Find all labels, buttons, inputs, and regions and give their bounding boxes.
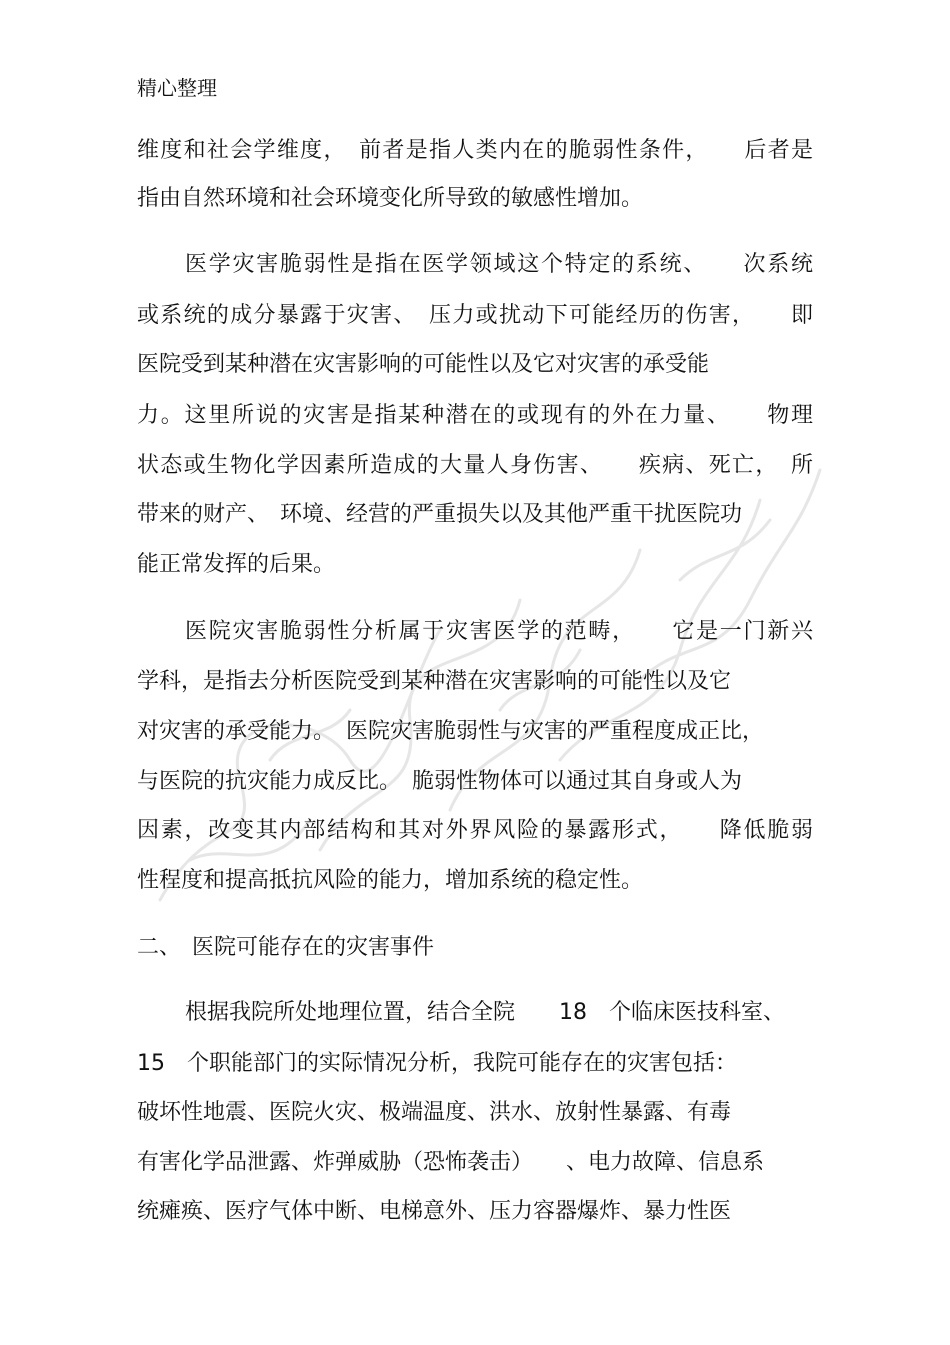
paragraph-line: 对灾害的承受能力。 医院灾害脆弱性与灾害的严重程度成正比， <box>137 719 765 744</box>
paragraph-line: 指由自然环境和社会环境变化所导致的敏感性增加。 <box>137 186 644 211</box>
paragraph-line: 学科，是指去分析医院受到某种潜在灾害影响的可能性以及它 <box>137 669 732 694</box>
paragraph-line: 统瘫痪、医疗气体中断、电梯意外、压力容器爆炸、暴力性医 <box>137 1199 732 1224</box>
paragraph-line: 维度和社会学维度， 前者是指人类内在的脆弱性条件， 后者是 <box>137 138 813 163</box>
paragraph-line: 与医院的抗灾能力成反比。 脆弱性物体可以通过其自身或人为 <box>137 769 743 794</box>
paragraph-line: 医院灾害脆弱性分析属于灾害医学的范畴， 它是一门新兴 <box>185 619 813 644</box>
section-heading: 二、 医院可能存在的灾害事件 <box>137 935 435 960</box>
paragraph-line: 因素，改变其内部结构和其对外界风险的暴露形式， 降低脆弱 <box>137 818 813 843</box>
paragraph-line: 力。这里所说的灾害是指某种潜在的或现有的外在力量、 物理 <box>137 403 813 428</box>
page-header: 精心整理 <box>137 76 217 100</box>
paragraph-line: 带来的财产、 环境、经营的严重损失以及其他严重干扰医院功 <box>137 502 743 527</box>
paragraph-line: 根据我院所处地理位置，结合全院 18 个临床医技科室、 <box>185 1000 785 1025</box>
paragraph-line: 能正常发挥的后果。 <box>137 552 336 577</box>
paragraph-line: 破坏性地震、医院火灾、极端温度、洪水、放射性暴露、有毒 <box>137 1100 732 1125</box>
paragraph-line: 或系统的成分暴露于灾害、 压力或扰动下可能经历的伤害， 即 <box>137 303 813 328</box>
paragraph-line: 医院受到某种潜在灾害影响的可能性以及它对灾害的承受能 <box>137 352 710 377</box>
paragraph-line: 15 个职能部门的实际情况分析，我院可能存在的灾害包括： <box>137 1051 737 1076</box>
paragraph-line: 有害化学品泄露、炸弹威胁（恐怖袭击） 、电力故障、信息系 <box>137 1150 765 1175</box>
paragraph-line: 医学灾害脆弱性是指在医学领域这个特定的系统、 次系统 <box>185 252 813 277</box>
paragraph-line: 性程度和提高抵抗风险的能力，增加系统的稳定性。 <box>137 868 644 893</box>
paragraph-line: 状态或生物化学因素所造成的大量人身伤害、 疾病、死亡， 所 <box>137 453 813 478</box>
